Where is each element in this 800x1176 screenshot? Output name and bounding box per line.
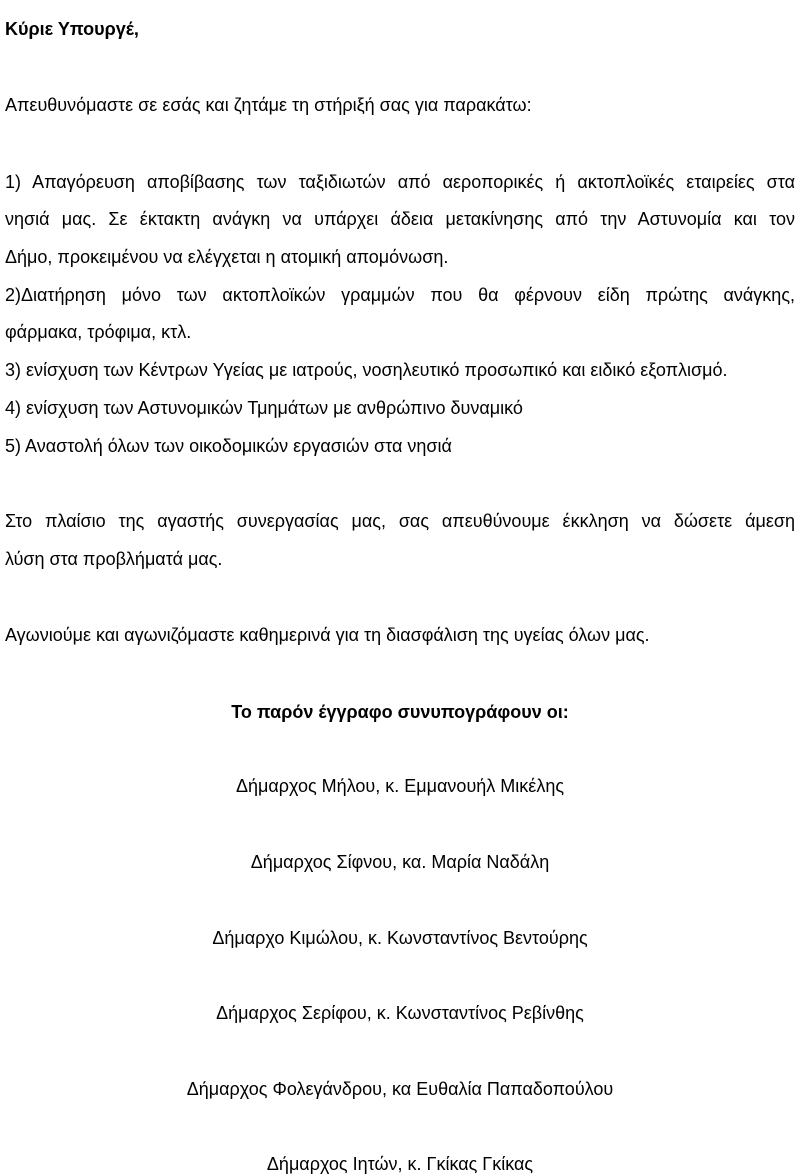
closing-paragraph: Αγωνιούμε και αγωνιζόμαστε καθημερινά για τη διασφάλιση της υγείας όλων μας.	[5, 625, 650, 645]
signatory-kimolos: Δήμαρχο Κιμώλου, κ. Κωνσταντίνος Βεντούρης	[212, 928, 588, 948]
signatory-serifos: Δήμαρχος Σερίφου, κ. Κωνσταντίνος Ρεβίνθης	[216, 1003, 584, 1023]
demand-1-line-3: Δήμο, προκειμένου να ελέγχεται η ατομική απομόνωση.	[5, 247, 449, 267]
demand-2-line-1: 2)Διατήρηση μόνο των ακτοπλοϊκών γραμμών που θα φέρνουν είδη πρώτης ανάγκης,	[5, 285, 795, 305]
demand-1-line-2: νησιά μας. Σε έκτακτη ανάγκη να υπάρχει άδεια μετακίνησης από την Αστυνομία και τον	[5, 209, 795, 229]
demand-2-line-2: φάρμακα, τρόφιμα, κτλ.	[5, 322, 192, 342]
salutation: Κύριε Υπουργέ,	[5, 19, 139, 39]
appeal-line-2: λύση στα προβλήματά μας.	[5, 549, 223, 569]
demand-3: 3) ενίσχυση των Κέντρων Υγείας με ιατρούς, νοσηλευτικό προσωπικό και ειδικό εξοπλισμό.	[5, 360, 728, 380]
demand-1-line-1: 1) Απαγόρευση αποβίβασης των ταξιδιωτών από αεροπορικές ή ακτοπλοϊκές εταιρείες στα	[5, 172, 795, 192]
appeal-line-1: Στο πλαίσιο της αγαστής συνεργασίας μας, σας απευθύνουμε έκκληση να δώσετε άμεση	[5, 511, 795, 531]
signatory-milos: Δήμαρχος Μήλου, κ. Εμμανουήλ Μικέλης	[235, 776, 565, 796]
demand-4: 4) ενίσχυση των Αστυνομικών Τμημάτων με ανθρώπινο δυναμικό	[5, 398, 523, 418]
signatory-ios: Δήμαρχος Ιητών, κ. Γκίκας Γκίκας	[266, 1154, 534, 1174]
demand-5: 5) Αναστολή όλων των οικοδομικών εργασιών στα νησιά	[5, 436, 452, 456]
signatories-heading: Το παρόν έγγραφο συνυπογράφουν οι:	[231, 702, 569, 722]
signatory-folegandros: Δήμαρχος Φολεγάνδρου, κα Ευθαλία Παπαδοπούλου	[186, 1079, 614, 1099]
signatory-sifnos: Δήμαρχος Σίφνου, κα. Μαρία Ναδάλη	[250, 852, 550, 872]
intro-paragraph: Απευθυνόμαστε σε εσάς και ζητάμε τη στήριξή σας για παρακάτω:	[5, 95, 532, 115]
